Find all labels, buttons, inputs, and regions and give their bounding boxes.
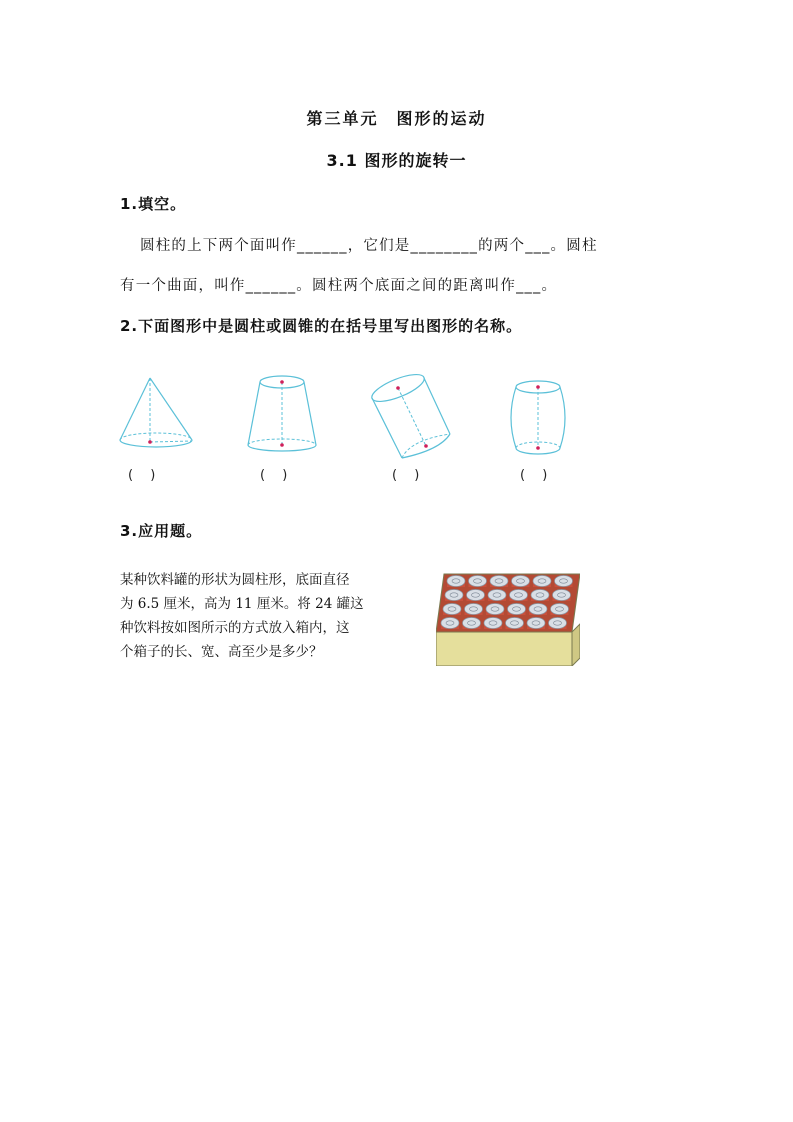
answer-paren-1[interactable]: ( ) bbox=[128, 468, 156, 483]
q3-problem-line-1: 某种饮料罐的形状为圆柱形，底面直径 bbox=[120, 572, 350, 588]
can-top bbox=[549, 618, 567, 629]
can-top bbox=[447, 576, 465, 587]
q1-line-2: 有一个曲面，叫作______。圆柱两个底面之间的距离叫作___。 bbox=[120, 278, 558, 294]
q2-heading: 2.下面图形中是圆柱或圆锥的在括号里写出图形的名称。 bbox=[120, 317, 523, 335]
q3-heading: 3.应用题。 bbox=[120, 522, 203, 540]
can-top bbox=[467, 590, 485, 601]
tilted-cylinder-icon bbox=[369, 370, 450, 458]
q3-problem-line-3: 种饮料按如图所示的方式放入箱内，这 bbox=[120, 620, 350, 636]
can-top bbox=[441, 618, 459, 629]
can-top bbox=[551, 604, 569, 615]
q1-line-1: 圆柱的上下两个面叫作______，它们是________的两个___。圆柱 bbox=[140, 238, 598, 254]
q3-problem-line-4: 个箱子的长、宽、高至少是多少？ bbox=[120, 644, 323, 660]
answer-paren-2[interactable]: ( ) bbox=[260, 468, 288, 483]
can-top bbox=[508, 604, 526, 615]
answer-paren-3[interactable]: ( ) bbox=[392, 468, 420, 483]
can-top bbox=[512, 576, 530, 587]
can-top bbox=[531, 590, 549, 601]
can-top bbox=[469, 576, 487, 587]
can-top bbox=[527, 618, 545, 629]
lesson-title: 3.1 图形的旋转一 bbox=[326, 151, 467, 170]
can-top bbox=[555, 576, 573, 587]
shapes-figure bbox=[110, 370, 590, 465]
can-top bbox=[533, 576, 551, 587]
q3-problem-line-2: 为 6.5 厘米，高为 11 厘米。将 24 罐这 bbox=[120, 596, 364, 612]
unit-title: 第三单元 图形的运动 bbox=[306, 109, 487, 128]
can-top bbox=[445, 590, 463, 601]
barrel-icon bbox=[511, 381, 565, 454]
can-box-icon bbox=[436, 572, 580, 666]
can-top bbox=[486, 604, 504, 615]
frustum-icon bbox=[248, 376, 316, 451]
can-top bbox=[553, 590, 571, 601]
can-top bbox=[488, 590, 506, 601]
can-top bbox=[463, 618, 481, 629]
q3-problem-text bbox=[120, 568, 420, 664]
can-top bbox=[506, 618, 524, 629]
q1-heading: 1.填空。 bbox=[120, 195, 187, 213]
can-top bbox=[484, 618, 502, 629]
can-top bbox=[510, 590, 528, 601]
can-top bbox=[490, 576, 508, 587]
can-top bbox=[443, 604, 461, 615]
cone-icon bbox=[120, 378, 192, 447]
can-top bbox=[465, 604, 483, 615]
can-top bbox=[529, 604, 547, 615]
answer-paren-4[interactable]: ( ) bbox=[520, 468, 548, 483]
